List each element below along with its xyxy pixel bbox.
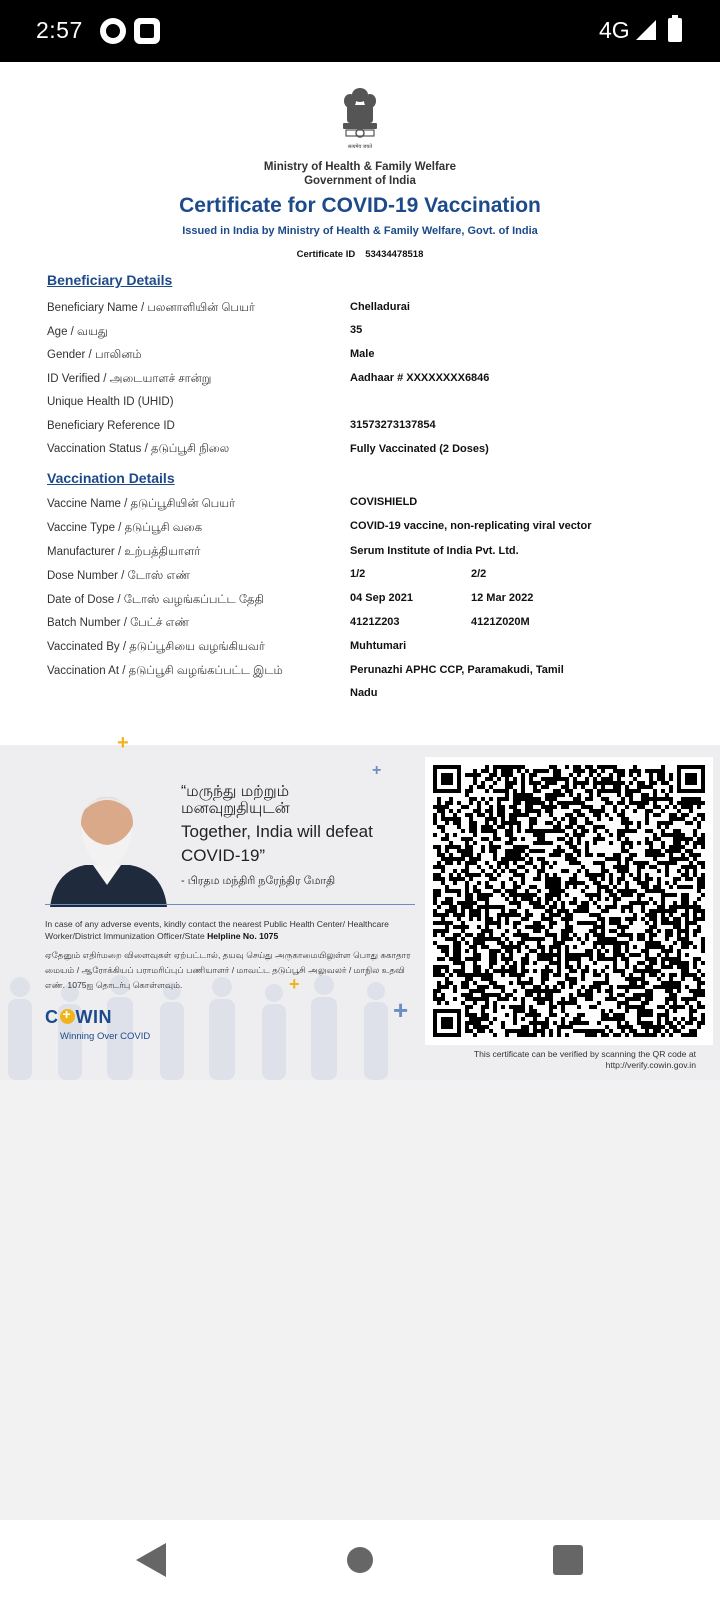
- id-verified-value: Aadhaar # XXXXXXXX6846: [350, 372, 490, 384]
- age-label: Age / வயது: [47, 326, 108, 338]
- date-of-dose-label: Date of Dose / டோஸ் வழங்கப்பட்ட தேதி: [47, 594, 264, 606]
- date-of-dose-value-1: 04 Sep 2021: [350, 592, 413, 604]
- quote-english: [181, 820, 406, 868]
- verification-url[interactable]: http://verify.cowin.gov.in: [605, 1060, 696, 1070]
- ministry-line-2: Government of India: [304, 175, 416, 187]
- status-time: 2:57: [36, 17, 83, 43]
- batch-number-value-1: 4121Z203: [350, 616, 400, 628]
- age-value: 35: [350, 324, 363, 336]
- certificate-id-value: 53434478518: [365, 249, 424, 260]
- manufacturer-value: Serum Institute of India Pvt. Ltd.: [350, 545, 519, 557]
- helpline-number: Helpline No. 1075: [207, 931, 279, 941]
- certificate-title: Certificate for COVID-19 Vaccination: [179, 194, 541, 217]
- vaccination-details-heading: Vaccination Details: [47, 470, 175, 486]
- vaccination-at-value: Perunazhi APHC CCP, Paramakudi, Tamil: [350, 664, 564, 676]
- vaccination-status-value: Fully Vaccinated (2 Doses): [350, 443, 489, 455]
- batch-number-label: Batch Number / பேட்ச் எண்: [47, 617, 190, 629]
- id-verified-label: ID Verified / அடையாளச் சான்று: [47, 373, 212, 385]
- quote-tamil-line-1: “மருந்து மற்றும்: [181, 783, 290, 800]
- dose-number-value-2: 2/2: [471, 568, 487, 580]
- gender-label: Gender / பாலினம்: [47, 349, 142, 361]
- beneficiary-name-label: Beneficiary Name / பலனாளியின் பெயர்: [47, 302, 255, 314]
- vaccination-at-label: Vaccination At / தடுப்பூசி வழங்கப்பட்ட இடம்: [47, 665, 283, 677]
- navigation-bar: [0, 1520, 720, 1600]
- verification-note: [430, 1049, 696, 1071]
- beneficiary-reference-label: Beneficiary Reference ID: [47, 420, 175, 432]
- certificate-id: [0, 249, 720, 260]
- vaccination-at-value-line-2: Nadu: [350, 687, 378, 699]
- emblem-motto: सत्यमेव जयते: [347, 144, 373, 150]
- national-emblem-icon: [338, 86, 382, 152]
- back-button[interactable]: [136, 1543, 166, 1577]
- vaccine-name-value: COVISHIELD: [350, 496, 418, 508]
- vaccine-name-label: Vaccine Name / தடுப்பூசியின் பெயர்: [47, 498, 236, 510]
- cowin-tagline: Winning Over COVID: [60, 1031, 151, 1042]
- home-button[interactable]: [347, 1547, 373, 1573]
- plus-decoration-blue-2: +: [393, 995, 409, 1025]
- quote-english-line-2: COVID-19”: [181, 846, 266, 865]
- gender-value: Male: [350, 348, 375, 360]
- date-of-dose-value-2: 12 Mar 2022: [471, 592, 534, 604]
- vaccinated-by-label: Vaccinated By / தடுப்பூசியை வழங்கியவர்: [47, 641, 265, 653]
- uhid-label: Unique Health ID (UHID): [47, 396, 174, 408]
- dose-number-value-1: 1/2: [350, 568, 366, 580]
- cowin-plus-icon: [60, 1009, 75, 1024]
- status-bar: [0, 0, 720, 62]
- verification-note-line-1: This certificate can be verified by scanning the QR code at: [473, 1049, 696, 1059]
- beneficiary-reference-value: 31573273137854: [350, 419, 436, 431]
- dose-number-label: Dose Number / டோஸ் எண்: [47, 570, 191, 582]
- vaccinated-by-value: Muhtumari: [350, 640, 407, 652]
- plus-decoration-blue: +: [372, 762, 382, 779]
- battery-icon: [668, 18, 682, 42]
- ministry-name: [0, 160, 720, 188]
- quote-tamil-line-2: மனவுறுதியுடன்: [181, 800, 290, 817]
- manufacturer-label: Manufacturer / உற்பத்தியாளர்: [47, 546, 201, 558]
- qr-code[interactable]: [433, 765, 705, 1037]
- vaccine-type-label: Vaccine Type / தடுப்பூசி வகை: [47, 522, 203, 534]
- beneficiary-details-heading: Beneficiary Details: [47, 272, 173, 288]
- beneficiary-name-value: Chelladurai: [350, 301, 410, 313]
- network-type: 4G: [599, 17, 630, 43]
- quote-english-line-1: Together, India will defeat: [181, 822, 373, 841]
- image-icon: [134, 18, 160, 44]
- certificate-id-label: Certificate ID: [296, 249, 356, 260]
- prime-minister-portrait: [45, 785, 170, 907]
- adverse-events-advice: [45, 918, 415, 942]
- vaccination-status-label: Vaccination Status / தடுப்பூசி நிலை: [47, 443, 230, 455]
- divider: [45, 904, 415, 905]
- vaccine-type-value: COVID-19 vaccine, non-replicating viral vector: [350, 520, 592, 532]
- fan-icon: [100, 18, 126, 44]
- plus-decoration-yellow-2: +: [289, 974, 300, 994]
- recents-button[interactable]: [553, 1545, 583, 1575]
- quote-tamil: [181, 783, 381, 817]
- ministry-line-1: Ministry of Health & Family Welfare: [263, 161, 457, 173]
- adverse-events-advice-tamil: ஏதேனும் எதிர்மறை விளைவுகள் ஏற்பட்டால், தயவு செய்து அருகாமையிலுள்ள பொது சுகாதார மையம் / ஆரோக்கியப் பராமரிப்புப் பணியாளர் / மாவட்ட தடுப்பூசி அலுவலர் / மாநில உதவி எண். 1075ஐ தொடர்பு கொள்ளவும்.: [45, 950, 411, 990]
- certificate-footer-panel: [0, 732, 720, 1080]
- adverse-events-text: In case of any adverse events, kindly contact the nearest Public Health Center/ Healthcare Worker/District Immunization Officer/State: [45, 919, 389, 941]
- qr-code-card: [425, 757, 713, 1045]
- certificate-subtitle: Issued in India by Ministry of Health & Family Welfare, Govt. of India: [182, 225, 538, 237]
- cowin-logo: C+ WIN: [45, 1007, 112, 1028]
- batch-number-value-2: 4121Z020M: [471, 616, 530, 628]
- certificate: [0, 62, 720, 745]
- signal-icon: [636, 20, 656, 40]
- quote-attribution: - பிரதம மந்திரி நரேந்திர மோதி: [181, 875, 336, 887]
- plus-decoration-yellow: +: [117, 732, 129, 754]
